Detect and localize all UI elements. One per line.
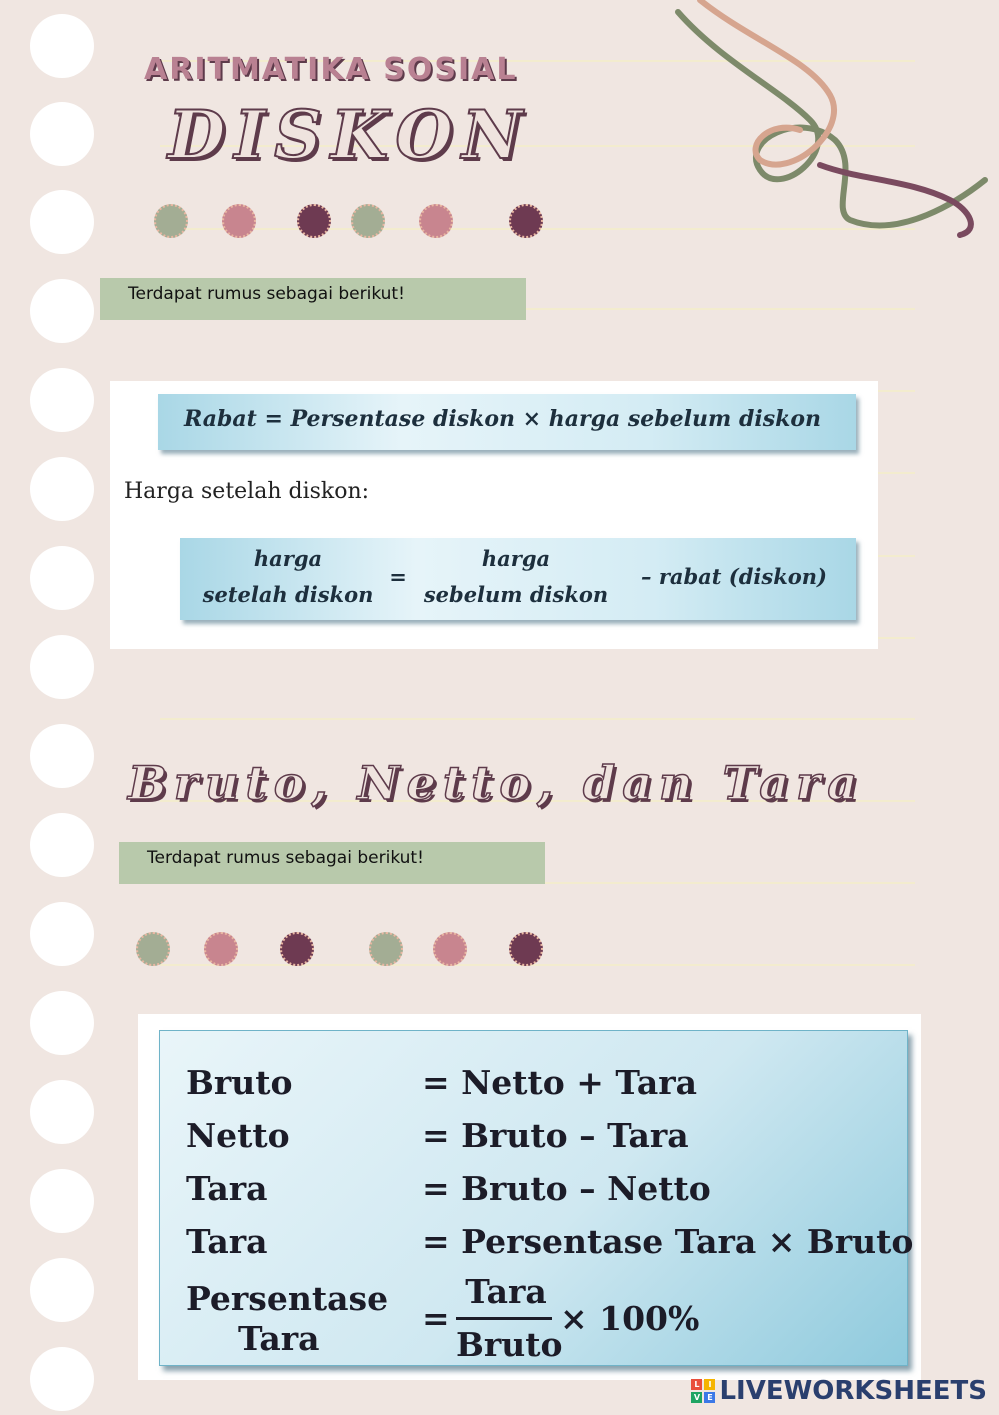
discount-formula-panel	[110, 381, 878, 649]
row-formula: = Persentase Tara × Bruto	[422, 1222, 914, 1261]
decorative-squiggle	[660, 0, 999, 250]
page-title: DISKON	[168, 96, 532, 174]
topic-heading: ARITMATIKA SOSIAL	[144, 52, 518, 87]
after-discount-formula	[180, 538, 856, 620]
row-formula: = Bruto – Netto	[422, 1169, 711, 1208]
bruto-formula-box	[159, 1030, 914, 1366]
row-formula: = Bruto – Tara	[422, 1116, 689, 1155]
row-term: Tara	[186, 1169, 268, 1208]
liveworksheets-brand[interactable]	[691, 1376, 987, 1406]
rhs-term: – rabat (diskon)	[641, 564, 827, 589]
row-formula: = Netto + Tara	[422, 1063, 697, 1102]
persen-term-line2: Tara	[238, 1319, 320, 1358]
logo-cell: V	[691, 1392, 702, 1403]
mid-bottom: sebelum diskon	[423, 582, 609, 607]
formula-intro-banner: Terdapat rumus sebagai berikut!	[100, 278, 526, 320]
brand-name: LIVEWORKSHEETS	[719, 1376, 987, 1406]
persen-term-line1: Persentase	[186, 1279, 389, 1318]
after-discount-label: Harga setelah diskon:	[124, 479, 370, 504]
fraction-bar	[456, 1317, 552, 1320]
persen-tail: × 100%	[560, 1299, 700, 1338]
liveworksheets-logo-icon	[691, 1379, 715, 1403]
bruto-formula-panel	[138, 1014, 921, 1380]
row-term: Tara	[186, 1222, 268, 1261]
formula-intro-banner-2: Terdapat rumus sebagai berikut!	[119, 842, 545, 884]
persen-equals: =	[422, 1299, 450, 1338]
rabat-formula: Rabat = Persentase diskon × harga sebelum diskon	[158, 394, 856, 450]
fraction-numerator: Tara	[465, 1272, 547, 1311]
logo-cell: I	[704, 1379, 715, 1390]
logo-cell: L	[691, 1379, 702, 1390]
equals-sign: =	[389, 564, 407, 589]
fraction-denominator: Bruto	[456, 1325, 563, 1364]
section-title: Bruto, Netto, dan Tara	[128, 756, 865, 810]
row-term: Bruto	[186, 1063, 293, 1102]
row-term: Netto	[186, 1116, 290, 1155]
lhs-bottom: setelah diskon	[202, 582, 374, 607]
mid-top: harga	[481, 546, 551, 571]
logo-cell: E	[704, 1392, 715, 1403]
lhs-top: harga	[253, 546, 323, 571]
